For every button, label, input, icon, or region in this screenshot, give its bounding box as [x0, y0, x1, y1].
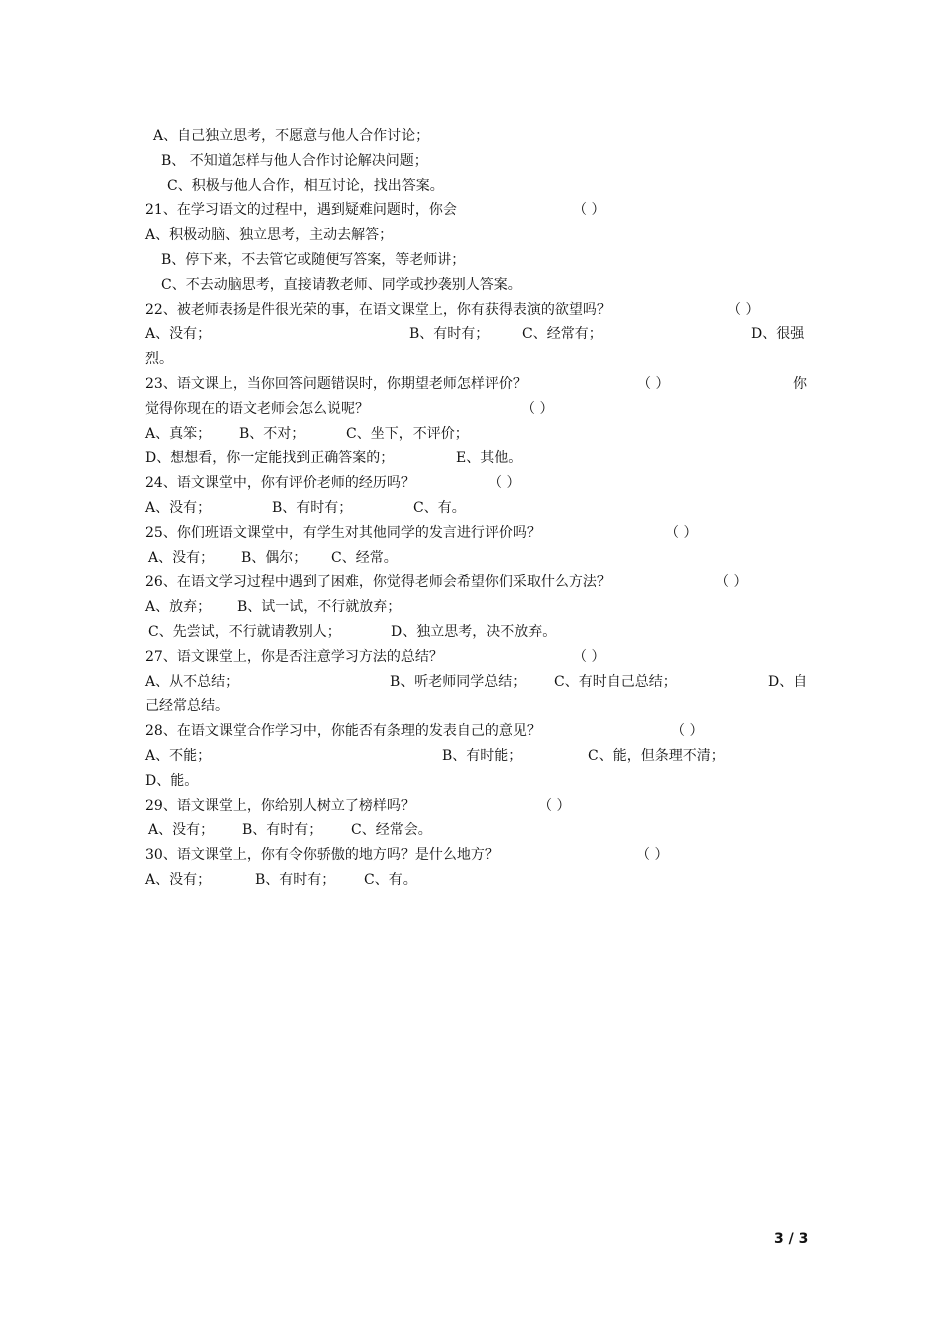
option-d: D、独立思考，决不放弃。: [391, 623, 557, 640]
option-line: [145, 422, 808, 447]
question-29: [145, 794, 808, 819]
question-text: 26、在语文学习过程中遇到了困难，你觉得老师会希望你们采取什么方法？: [145, 574, 611, 591]
option-c: C、有。: [364, 871, 417, 888]
option-b: B、不对；: [239, 425, 306, 442]
option-d-continued: 己经常总结。: [145, 698, 229, 715]
option-a: A、没有；: [145, 499, 212, 516]
question-30: [145, 843, 808, 868]
answer-blank: （ ）: [637, 375, 670, 392]
option-a: A、没有；: [148, 549, 215, 566]
option-line: [145, 223, 808, 248]
option-continuation: [145, 347, 808, 372]
option-d-continued: 烈。: [145, 351, 173, 368]
option-c: C、有时自己总结；: [554, 673, 677, 690]
question-text: 25、你们班语文课堂中，有学生对其他同学的发言进行评价吗？: [145, 524, 541, 541]
question-text-tail: 你: [793, 375, 807, 392]
option-b: B、听老师同学总结；: [390, 673, 527, 690]
option-c: C、不去动脑思考，直接请教老师、同学或抄袭别人答案。: [161, 276, 522, 293]
page-number: 3 / 3: [774, 1231, 809, 1247]
answer-blank: （ ）: [488, 475, 521, 492]
option-a: A、没有；: [145, 871, 212, 888]
option-line: [145, 149, 808, 174]
option-a: A、从不总结；: [145, 673, 240, 690]
question-text: 28、在语文课堂合作学习中，你能否有条理的发表自己的意见？: [145, 723, 541, 740]
option-b: B、偶尔；: [241, 549, 308, 566]
question-text: 22、被老师表扬是件很光荣的事，在语文课堂上，你有获得表演的欲望吗？: [145, 301, 611, 318]
question-25: [145, 521, 808, 546]
option-line: [145, 496, 808, 521]
question-23: [145, 372, 808, 397]
question-28: [145, 719, 808, 744]
option-c: C、能，但条理不清；: [588, 747, 725, 764]
option-line: [145, 174, 808, 199]
option-c: C、经常有；: [522, 326, 603, 343]
option-a: A、真笨；: [145, 425, 212, 442]
option-line: [145, 769, 808, 794]
option-d: D、能。: [145, 772, 199, 789]
option-d: D、自: [768, 673, 808, 690]
option-line: [145, 124, 808, 149]
answer-blank: （ ）: [636, 847, 669, 864]
question-22: [145, 298, 808, 323]
option-line: [145, 818, 808, 843]
option-b: B、有时能；: [442, 747, 523, 764]
option-a: A、放弃；: [145, 599, 212, 616]
answer-blank: （ ）: [573, 202, 606, 219]
option-line: [145, 248, 808, 273]
option-b: B、有时有；: [242, 822, 323, 839]
answer-blank: （ ）: [573, 648, 606, 665]
option-line: [145, 620, 808, 645]
option-c: C、有。: [413, 499, 466, 516]
answer-blank: （ ）: [521, 400, 554, 417]
question-26: [145, 570, 808, 595]
option-line: [145, 670, 808, 695]
option-b: B、 不知道怎样与他人合作讨论解决问题；: [161, 152, 428, 169]
option-b: B、有时有；: [272, 499, 353, 516]
answer-blank: （ ）: [671, 723, 704, 740]
option-line: [145, 322, 808, 347]
answer-blank: （ ）: [715, 574, 748, 591]
option-a: A、自己独立思考，不愿意与他人合作讨论；: [153, 128, 430, 144]
answer-blank: （ ）: [665, 524, 698, 541]
questionnaire-body: [145, 124, 808, 893]
answer-blank: （ ）: [538, 797, 571, 814]
question-text: 21、在学习语文的过程中，遇到疑难问题时，你会: [145, 202, 457, 219]
option-c: C、坐下，不评价；: [346, 425, 469, 442]
option-line: [145, 744, 808, 769]
question-text: 27、语文课堂上，你是否注意学习方法的总结？: [145, 648, 443, 665]
question-24: [145, 471, 808, 496]
option-e: E、其他。: [456, 450, 523, 467]
option-a: A、没有；: [145, 326, 212, 343]
option-a: A、没有；: [148, 822, 215, 839]
option-c: C、积极与他人合作，相互讨论，找出答案。: [167, 177, 444, 194]
option-c: C、经常。: [331, 549, 398, 566]
option-d: D、想想看，你一定能找到正确答案的；: [145, 450, 395, 467]
question-27: [145, 645, 808, 670]
option-line: [145, 595, 808, 620]
question-21: [145, 198, 808, 223]
question-text: 23、语文课上，当你回答问题错误时，你期望老师怎样评价？: [145, 375, 527, 392]
option-a: A、不能；: [145, 747, 212, 764]
option-b: B、试一试，不行就放弃；: [237, 599, 402, 616]
option-a: A、积极动脑、独立思考，主动去解答；: [145, 227, 394, 244]
question-text: 29、语文课堂上，你给别人树立了榜样吗？: [145, 797, 415, 814]
option-d: D、很强: [751, 326, 805, 343]
question-text: 30、语文课堂上，你有令你骄傲的地方吗？是什么地方？: [145, 847, 499, 864]
answer-blank: （ ）: [727, 301, 760, 318]
option-line: [145, 273, 808, 298]
question-23-continued: [145, 397, 808, 422]
option-line: [145, 446, 808, 471]
option-b: B、停下来，不去管它或随便写答案，等老师讲；: [161, 251, 466, 268]
option-b: B、有时有；: [409, 326, 490, 343]
option-c: C、先尝试，不行就请教别人；: [148, 623, 341, 640]
option-c: C、经常会。: [351, 822, 432, 839]
option-line: [145, 546, 808, 571]
question-text: 觉得你现在的语文老师会怎么说呢？: [145, 400, 369, 417]
option-continuation: [145, 694, 808, 719]
option-b: B、有时有；: [255, 871, 336, 888]
question-text: 24、语文课堂中，你有评价老师的经历吗？: [145, 475, 415, 492]
option-line: [145, 868, 808, 893]
